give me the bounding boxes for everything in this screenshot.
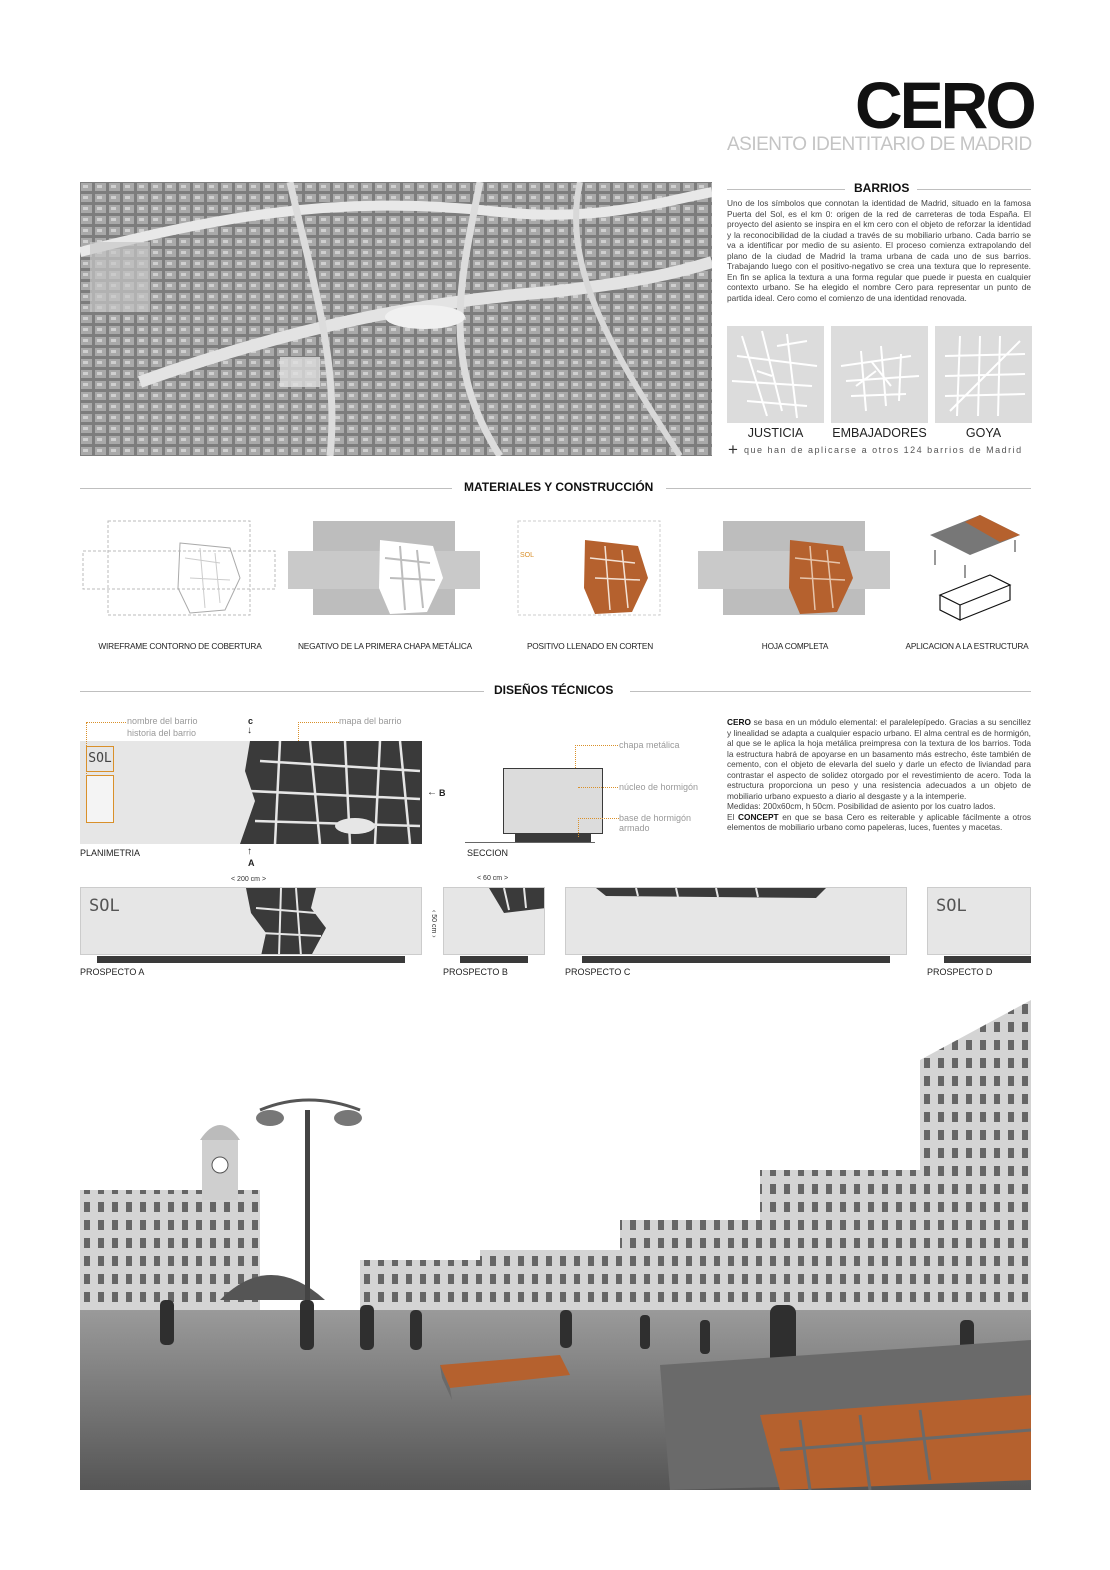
annot-line-base	[578, 818, 619, 837]
step-negativo	[285, 518, 485, 618]
tile-justicia	[727, 326, 824, 423]
step-positivo	[490, 518, 690, 618]
annot-line-mapa	[298, 722, 339, 741]
goya-pattern-icon	[935, 326, 1032, 423]
step-positivo-sol-tag: SOL	[520, 552, 535, 559]
marker-b: B	[439, 788, 446, 798]
prospecto-a-drawing	[80, 887, 422, 955]
concept-word: CONCEPT	[738, 811, 779, 822]
tile-label-justicia: JUSTICIA	[747, 426, 804, 440]
prospecto-a-label: PROSPECTO A	[80, 967, 145, 977]
arrow-up-icon: ↑	[247, 846, 252, 857]
tile-label-goya: GOYA	[965, 426, 1002, 440]
prospecto-c-drawing	[565, 887, 907, 955]
embajadores-pattern-icon	[831, 326, 928, 423]
annot-line-1h	[86, 722, 126, 723]
prospecto-a-base	[97, 956, 405, 963]
annot-nombre: nombre del barrio	[127, 716, 198, 726]
planimetria-drawing	[80, 741, 422, 844]
dim-height: ‹ 50 cm ›	[430, 910, 437, 938]
materiales-heading: MATERIALES Y CONSTRUCCIÓN	[80, 480, 1031, 496]
annot-base: base de hormigón armado	[619, 813, 692, 833]
annot-chapa: chapa metálica	[619, 740, 680, 750]
page-title: CERO	[855, 68, 1034, 142]
seccion-ground	[465, 842, 595, 843]
annot-line-chapa	[575, 745, 618, 768]
step-label-5: APLICACION A LA ESTRUCTURA	[905, 641, 1029, 651]
annot-line-nucleo	[578, 787, 618, 788]
prospecto-c-label: PROSPECTO C	[565, 967, 631, 977]
annot-line-1	[86, 722, 127, 822]
prospecto-d-drawing	[927, 887, 1031, 955]
tile-goya	[935, 326, 1032, 423]
dim-long: < 200 cm >	[231, 876, 267, 883]
prospecto-c-base	[582, 956, 890, 963]
prospecto-d-sol: SOL	[936, 896, 967, 916]
tile-embajadores	[831, 326, 928, 423]
prospecto-a-sol: SOL	[89, 896, 120, 916]
arrow-left-icon: ←	[427, 787, 437, 798]
aerial-map-svg	[80, 182, 712, 456]
disenos-heading: DISEÑOS TÉCNICOS	[80, 683, 1031, 699]
planimetria-label: PLANIMETRIA	[80, 848, 141, 858]
aerial-map-image	[80, 182, 712, 456]
step-label-4: HOJA COMPLETA	[761, 641, 829, 651]
disenos-text-1: se basa en un módulo elemental: el paralelepípedo. Gracias a su sencillez y linealidad se adapta a cualquier espacio urbano. El alma central es de hormigón, al que se le aplica la hoja metálica preimpresa con la textura de los barrios. Toda la estructura habrá de apoyarse en un basamento más estrecho, éste también de cemento, con el objeto de elevarla del suelo y darle un efecto de liviandad para contrastar el aspecto de solidez otorgado por el revestimiento de acero. Toda la estructura proporciona un peso y una resistencia adecuados a un objeto de mobiliario urbano expuesto a diario al desgaste y a la intemperie.	[727, 717, 1031, 801]
dim-short: < 60 cm >	[477, 875, 509, 882]
page-subtitle: ASIENTO IDENTITARIO DE MADRID	[727, 134, 1032, 155]
perspective-photo	[80, 1000, 1031, 1490]
disenos-text-3a: El	[727, 811, 738, 822]
prospecto-b-base	[460, 956, 528, 963]
planimetria-sol-badge: SOL	[86, 746, 114, 772]
prospecto-d-label: PROSPECTO D	[927, 967, 993, 977]
step-label-3: POSITIVO LLENADO EN CORTEN	[526, 641, 654, 651]
barrios-text: Uno de los símbolos que connotan la identidad de Madrid, situado en la famosa Puerta del Sol, es el km 0: origen de la red de carreteras de toda España. El proyecto del asiento se inspira en el km cero con el objeto de reforzar la identidad y la reconocibilidad de la ciudad a través de su mobiliario urbano. Cada barrio se va a identificar por medio de su asiento. El proceso comienza extrapolando del plano de la ciudad de Madrid la trama urbana de cada uno de sus barrios. Trabajando luego con el positivo-negativo se crea una textura que lo represente. En fin se aplica la textura a una forma regular que puede ir puesta en cualquier contexto urbano. Se ha elegido el nombre Cero para representar un punto de partida ideal. Cero como el comienzo de una identidad renovada.	[727, 198, 1031, 303]
step-hoja-completa	[695, 518, 895, 618]
seccion-label: SECCION	[467, 848, 509, 858]
disenos-text-2: Medidas: 200x60cm, h 50cm. Posibilidad de asiento por los cuatro lados.	[727, 801, 996, 811]
annot-historia: historia del barrio	[127, 728, 197, 738]
disenos-text	[727, 717, 1031, 833]
marker-a: A	[248, 858, 255, 868]
prospecto-b-label: PROSPECTO B	[443, 967, 508, 977]
step-label-1: WIREFRAME CONTORNO DE COBERTURA	[98, 641, 262, 651]
cero-lead: CERO	[727, 717, 751, 727]
prospecto-d-base	[944, 956, 1031, 963]
plus-icon: +	[728, 440, 738, 459]
tile-label-embajadores: EMBAJADORES	[832, 426, 927, 440]
step-label-2: NEGATIVO DE LA PRIMERA CHAPA METÁLICA	[298, 641, 472, 651]
annot-nucleo: núcleo de hormigón	[619, 782, 699, 792]
annot-mapa: mapa del barrio	[339, 716, 402, 726]
justicia-pattern-icon	[727, 326, 824, 423]
step-wireframe	[80, 518, 280, 618]
barrios-heading: BARRIOS	[727, 181, 1031, 197]
disenos-text-3b: en que se basa Cero es reiterable y aplicable fácilmente a otros elementos de mobiliario urbano como papeleras, luces, fuentes y macetas.	[727, 811, 1031, 832]
step-aplicacion	[920, 510, 1035, 625]
arrow-down-icon: ↓	[247, 725, 252, 736]
marker-c: c	[248, 716, 254, 726]
barrios-note: que han de aplicarse a otros 124 barrios de Madrid	[744, 445, 1023, 455]
prospecto-b-drawing	[443, 887, 545, 955]
